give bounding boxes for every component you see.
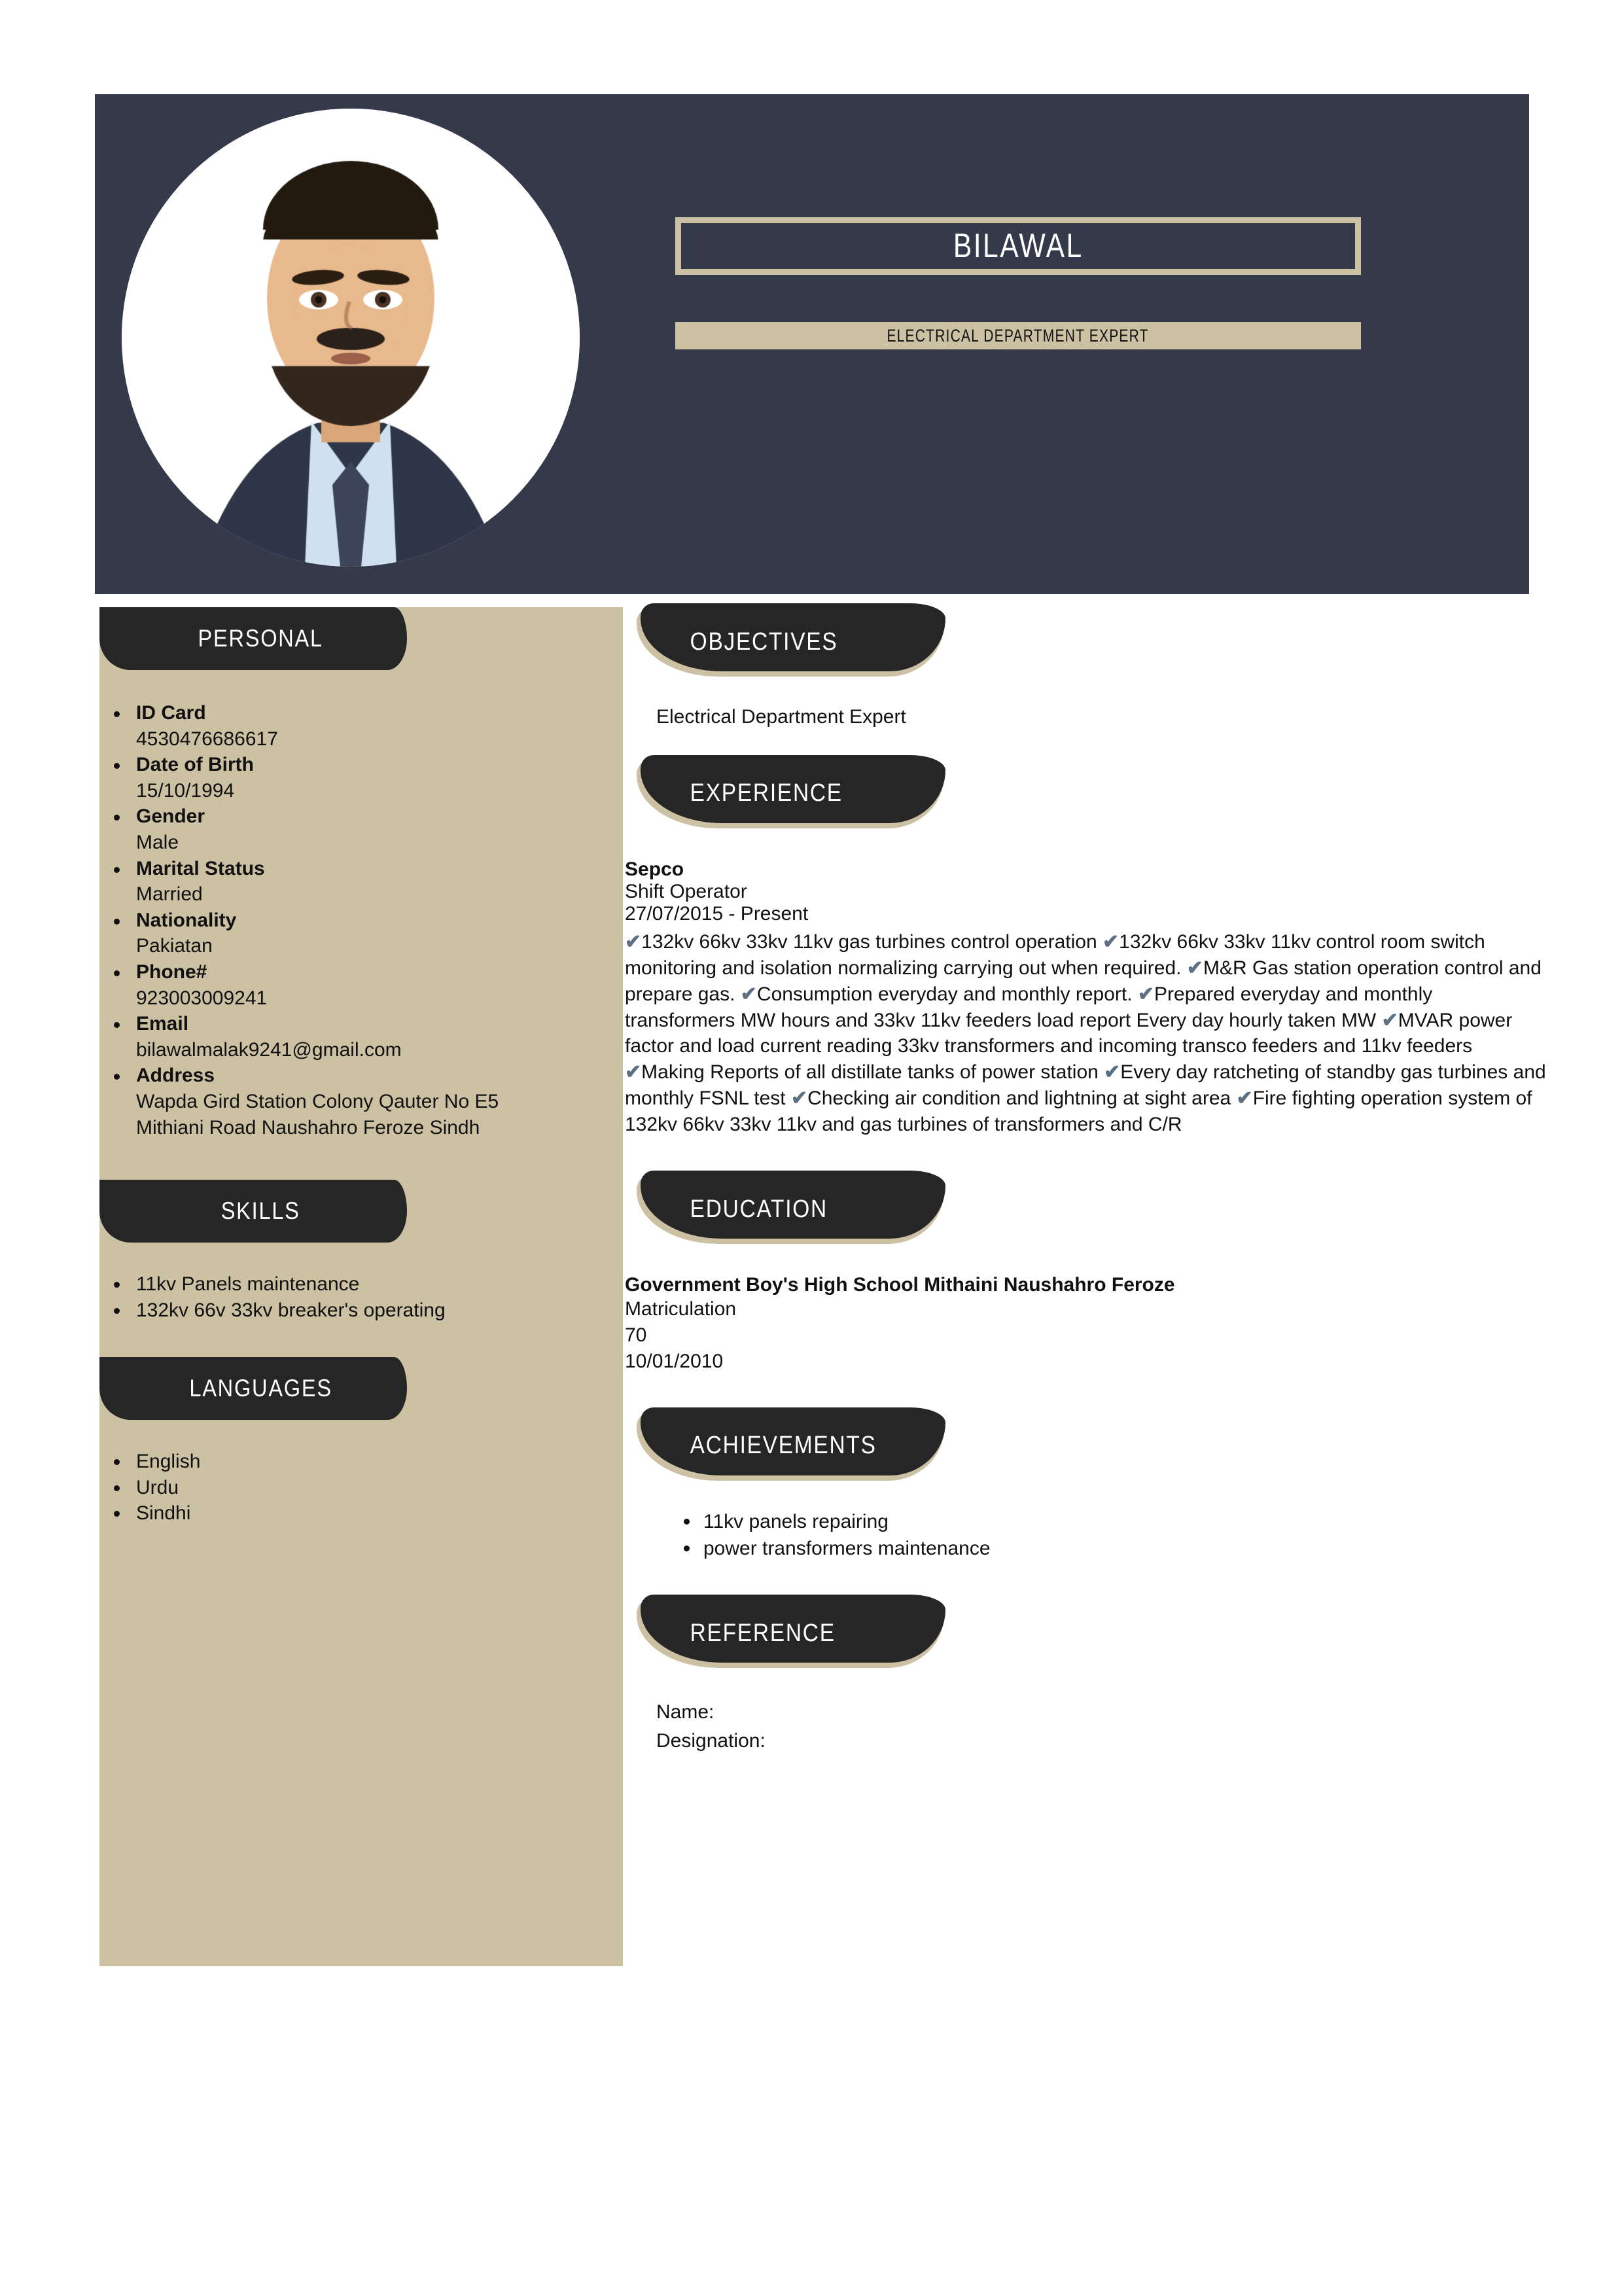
list-item	[99, 804, 623, 855]
check-icon: ✔	[740, 983, 757, 1005]
experience-bullet-text: Consumption everyday and monthly report.	[756, 983, 1138, 1005]
personal-label: Marital Status	[136, 857, 265, 879]
personal-value: 15/10/1994	[136, 779, 235, 802]
education-degree: Matriculation	[625, 1298, 737, 1320]
experience-bullet-text: M&R Gas station operation control and prepare gas.	[625, 957, 1542, 1005]
section-header-experience	[637, 760, 944, 828]
achievement-label: power transformers maintenance	[703, 1538, 991, 1560]
reference-name-label: Name:	[656, 1701, 714, 1723]
check-icon: ✔	[625, 1061, 642, 1084]
experience-entry	[625, 858, 1547, 1138]
education-school: Government Boy's High School Mithaini Naushahro Feroze	[625, 1274, 1175, 1296]
experience-organization: Sepco	[625, 858, 684, 880]
section-title-experience: EXPERIENCE	[690, 779, 843, 807]
section-header-education	[637, 1176, 944, 1244]
check-icon: ✔	[1102, 930, 1120, 953]
list-item	[99, 908, 623, 959]
sidebar	[99, 607, 623, 1966]
email-value: bilawalmalak9241@gmail.com	[136, 1038, 402, 1061]
experience-bullet-text: Making Reports of all distillate tanks of power station	[641, 1061, 1104, 1084]
education-grade: 70	[625, 1324, 647, 1346]
experience-bullet-text: Fire fighting operation system of 132kv 66kv 33kv 11kv and gas turbines of transformers and C/R	[625, 1087, 1532, 1136]
section-header-personal	[99, 607, 407, 670]
experience-dates: 27/07/2015 - Present	[625, 902, 809, 925]
tab-body	[641, 1595, 945, 1663]
language-label: English	[136, 1451, 201, 1473]
experience-bullet-text: Prepared everyday and monthly transformers MW hours and 33kv 11kv feeders load report Every day hourly taken MW	[625, 983, 1433, 1031]
check-icon: ✔	[790, 1087, 808, 1110]
list-item	[99, 752, 623, 804]
personal-value: 4530476686617	[136, 728, 278, 750]
address-value: Wapda Gird Station Colony Qauter No E5 Mithiani Road Naushahro Feroze Sindh	[136, 1090, 499, 1139]
list-item	[99, 856, 623, 908]
personal-value: Male	[136, 831, 179, 853]
check-icon: ✔	[1186, 957, 1203, 979]
personal-value: Married	[136, 883, 203, 906]
list-item	[99, 1011, 623, 1063]
list-item	[99, 1500, 623, 1527]
tab-body	[641, 1171, 945, 1239]
section-title-objectives: OBJECTIVES	[690, 627, 838, 656]
list-item	[99, 1475, 623, 1501]
section-title-personal: PERSONAL	[198, 625, 324, 652]
skills-list	[99, 1271, 623, 1323]
list-item	[99, 1063, 623, 1140]
personal-label: ID Card	[136, 702, 206, 724]
tab-body	[641, 1407, 945, 1475]
tab-body	[641, 603, 945, 671]
language-label: Sindhi	[136, 1502, 191, 1525]
check-icon: ✔	[1236, 1087, 1253, 1110]
section-header-objectives	[637, 609, 944, 677]
reference-designation-label: Designation:	[656, 1729, 766, 1752]
name-box	[675, 217, 1361, 275]
achievement-label: 11kv panels repairing	[703, 1510, 889, 1532]
experience-bullet-text: Checking air condition and lightning at sight area	[807, 1087, 1237, 1110]
achievements-list	[625, 1508, 1547, 1563]
experience-description	[625, 929, 1547, 1138]
reference-entry	[625, 1698, 1547, 1755]
list-item	[681, 1535, 1547, 1562]
list-item	[99, 1271, 623, 1298]
section-header-reference	[637, 1600, 944, 1668]
personal-list	[99, 700, 623, 1140]
skill-label: 11kv Panels maintenance	[136, 1273, 360, 1296]
check-icon: ✔	[625, 930, 642, 953]
experience-bullet-text: 132kv 66kv 33kv 11kv gas turbines control operation	[641, 930, 1102, 953]
list-item	[99, 700, 623, 752]
check-icon: ✔	[1137, 983, 1155, 1005]
job-title: ELECTRICAL DEPARTMENT EXPERT	[887, 325, 1150, 345]
experience-bullet-text: MVAR power factor and load current reading 33kv transformers and incoming transco feeders and 11kv feeders	[625, 1009, 1513, 1057]
section-header-skills	[99, 1180, 407, 1243]
section-title-languages: LANGUAGES	[189, 1375, 332, 1402]
page-title: BILAWAL	[953, 227, 1084, 265]
personal-label: Phone#	[136, 961, 207, 983]
section-title-achievements: ACHIEVEMENTS	[690, 1432, 877, 1460]
personal-label: Nationality	[136, 909, 237, 931]
list-item	[99, 1298, 623, 1324]
main-column	[625, 609, 1547, 1755]
personal-value: 923003009241	[136, 987, 268, 1009]
skill-label: 132kv 66v 33kv breaker's operating	[136, 1299, 446, 1321]
objectives-text: Electrical Department Expert	[656, 706, 906, 728]
subtitle-bar	[675, 322, 1361, 349]
personal-label: Date of Birth	[136, 754, 254, 776]
languages-list	[99, 1449, 623, 1527]
personal-label: Address	[136, 1065, 215, 1087]
personal-label: Email	[136, 1013, 189, 1035]
experience-role: Shift Operator	[625, 880, 747, 902]
check-icon: ✔	[1104, 1061, 1121, 1084]
language-label: Urdu	[136, 1476, 179, 1498]
experience-bullet-text: 132kv 66kv 33kv 11kv control room switch monitoring and isolation normalizing carrying out when required.	[625, 930, 1485, 979]
tab-body	[641, 755, 945, 823]
list-item	[99, 1449, 623, 1475]
experience-bullet-text: Every day ratcheting of standby gas turbines and monthly FSNL test	[625, 1061, 1546, 1110]
profile-photo	[122, 109, 580, 567]
section-title-skills: SKILLS	[220, 1197, 300, 1225]
section-header-languages	[99, 1357, 407, 1420]
education-date: 10/01/2010	[625, 1350, 724, 1372]
section-title-education: EDUCATION	[690, 1195, 828, 1223]
list-item	[99, 959, 623, 1011]
education-entry	[625, 1274, 1547, 1375]
section-header-achievements	[637, 1413, 944, 1481]
avatar	[122, 109, 580, 567]
list-item	[681, 1508, 1547, 1535]
section-title-reference: REFERENCE	[690, 1619, 836, 1647]
personal-value: Pakiatan	[136, 935, 213, 957]
check-icon: ✔	[1381, 1009, 1398, 1031]
personal-label: Gender	[136, 805, 205, 828]
